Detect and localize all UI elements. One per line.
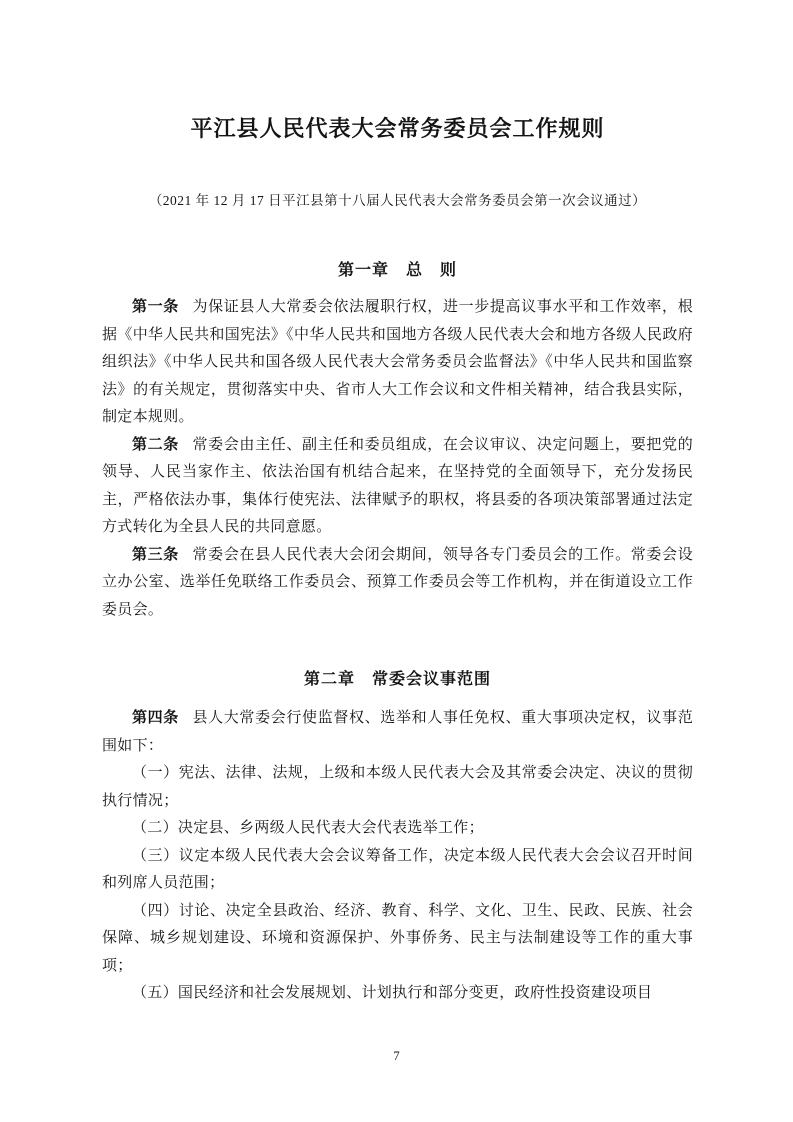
article-text: 常委会由主任、副主任和委员组成，在会议审议、决定问题上，要把党的领导、人民当家作主、依法治国有机结合起来，在坚持党的全面领导下，充分发扬民主，严格依法办事，集体行使宪法、法律赋予的职权，将县委的各项决策部署通过法定方式转化为全县人民的共同意愿。 [102, 436, 693, 535]
article-text: 为保证县人大常委会依法履职行权，进一步提高议事水平和工作效率，根据《中华人民共和国宪法》《中华人民共和国地方各级人民代表大会和地方各级人民政府组织法》《中华人民共和国各级人民代表大会常务委员会监督法》《中华人民共和国监察法》的有关规定，贯彻落实中央、省市人大工作会议和文件相关精神，结合我县实际，制定本规则。 [102, 299, 693, 425]
article-text: 常委会在县人民代表大会闭会期间，领导各专门委员会的工作。常委会设立办公室、选举任免联络工作委员会、预算工作委员会等工作机构，并在街道设立工作委员会。 [102, 546, 693, 618]
article-number: 第三条 [132, 546, 179, 563]
list-item: （一）宪法、法律、法规，上级和本级人民代表大会及其常委会决定、决议的贯彻执行情况； [102, 765, 693, 809]
page-title: 平江县人民代表大会常务委员会工作规则 [190, 116, 605, 141]
article-number: 第一条 [132, 299, 179, 315]
chapter-1-heading: 第一章 总 则 [337, 262, 457, 279]
article-paragraph [102, 432, 693, 542]
article-paragraph [102, 294, 693, 432]
article-number: 第二条 [132, 436, 179, 453]
article-text: 县人大常委会行使监督权、选举和人事任免权、重大事项决定权，议事范围如下： [102, 710, 693, 754]
article-paragraph [102, 542, 693, 625]
page-number: 7 [393, 1049, 400, 1063]
chapter-2-heading: 第二章 常委会议事范围 [303, 671, 491, 688]
list-item: （四）讨论、决定全县政治、经济、教育、科学、文化、卫生、民政、民族、社会保障、城乡规划建设、环境和资源保护、外事侨务、民主与法制建设等工作的重大事项； [102, 902, 693, 974]
list-item: （五）国民经济和社会发展规划、计划执行和部分变更，政府性投资建设项目 [132, 985, 653, 1001]
doc-subtitle: （2021 年 12 月 17 日平江县第十八届人民代表大会常务委员会第一次会议通过） [148, 193, 647, 208]
article-number: 第四条 [132, 710, 179, 726]
list-item: （二）决定县、乡两级人民代表大会代表选举工作； [132, 820, 484, 836]
list-item: （三）议定本级人民代表大会会议筹备工作，决定本级人民代表大会会议召开时间和列席人员范围； [102, 847, 693, 891]
article-paragraph [102, 705, 693, 760]
